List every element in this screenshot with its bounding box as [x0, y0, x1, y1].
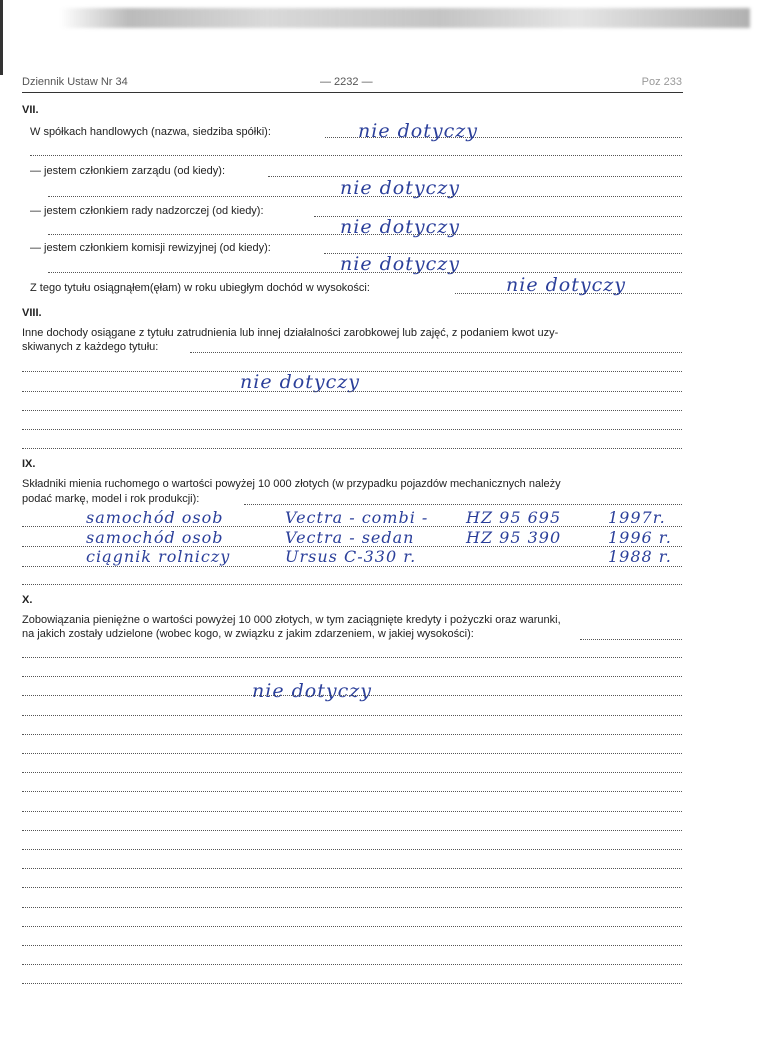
page-number: — 2232 — — [320, 76, 373, 88]
fill-line — [22, 429, 682, 430]
rada-answer: nie dotyczy — [340, 216, 460, 238]
fill-line — [22, 734, 682, 735]
asset-1-type: samochód osob — [86, 508, 224, 527]
fill-line — [48, 272, 682, 273]
rada-label: — jestem członkiem rady nadzorczej (od kiedy): — [30, 205, 264, 217]
fill-line — [268, 176, 682, 177]
fill-line — [22, 830, 682, 831]
fill-line — [22, 448, 682, 449]
asset-2-year: 1996 r. — [608, 528, 672, 547]
fill-line — [22, 926, 682, 927]
section-viii-answer: nie dotyczy — [240, 371, 360, 393]
fill-line — [22, 657, 682, 658]
asset-2-type: samochód osob — [86, 528, 224, 547]
section-x-number: X. — [22, 594, 33, 606]
fill-line — [22, 907, 682, 908]
asset-2-reg: HZ 95 390 — [466, 528, 562, 547]
asset-1-model: Vectra - combi - — [285, 508, 429, 527]
section-x-text-2: na jakich zostały udzielone (wobec kogo, w związku z jakim zdarzeniem, w jakiej wysokości): — [22, 628, 474, 640]
position-number: Poz 233 — [641, 76, 682, 88]
fill-line — [190, 352, 682, 353]
section-viii-text-1: Inne dochody osiągane z tytułu zatrudnienia lub innej działalności zarobkowej lub zajęć, z podaniem kwot uzy- — [22, 327, 559, 339]
asset-2-model: Vectra - sedan — [285, 528, 415, 547]
fill-line — [580, 639, 682, 640]
asset-3-year: 1988 r. — [608, 547, 672, 566]
fill-line — [22, 811, 682, 812]
header-rule — [22, 92, 683, 93]
section-vii-companies-label: W spółkach handlowych (nazwa, siedziba spółki): — [30, 126, 271, 138]
fill-line — [22, 945, 682, 946]
companies-answer: nie dotyczy — [358, 120, 478, 142]
fill-line — [22, 868, 682, 869]
fill-line — [48, 234, 682, 235]
fill-line — [22, 887, 682, 888]
page-header — [22, 74, 682, 94]
fill-line — [22, 715, 682, 716]
section-viii-text-2: skiwanych z każdego tytułu: — [22, 341, 159, 353]
komisja-label: — jestem członkiem komisji rewizyjnej (od kiedy): — [30, 242, 271, 254]
asset-3-model: Ursus C-330 r. — [285, 547, 417, 566]
asset-3-type: ciągnik rolniczy — [86, 547, 231, 566]
asset-1-year: 1997r. — [608, 508, 666, 527]
section-ix-number: IX. — [22, 458, 36, 470]
section-ix-text-2: podać markę, model i rok produkcji): — [22, 493, 200, 505]
fill-line — [22, 676, 682, 677]
komisja-answer: nie dotyczy — [340, 253, 460, 275]
fill-line — [22, 410, 682, 411]
fill-line — [22, 791, 682, 792]
fill-line — [22, 566, 682, 567]
asset-1-reg: HZ 95 695 — [466, 508, 562, 527]
section-viii-number: VIII. — [22, 307, 42, 319]
fill-line — [22, 983, 682, 984]
fill-line — [22, 964, 682, 965]
dochod-label: Z tego tytułu osiągnąłem(ęłam) w roku ubiegłym dochód w wysokości: — [30, 282, 370, 294]
dochod-answer: nie dotyczy — [506, 274, 626, 296]
zarzad-answer: nie dotyczy — [340, 177, 460, 199]
fill-line — [22, 753, 682, 754]
fill-line — [22, 849, 682, 850]
fill-line — [22, 391, 682, 392]
scan-artifact-left — [0, 0, 3, 75]
journal-title: Dziennik Ustaw Nr 34 — [22, 76, 128, 88]
fill-line — [48, 196, 682, 197]
scan-artifact-top — [60, 8, 750, 28]
section-vii-number: VII. — [22, 104, 39, 116]
fill-line — [244, 504, 682, 505]
zarzad-label: — jestem członkiem zarządu (od kiedy): — [30, 165, 226, 177]
fill-line — [22, 772, 682, 773]
fill-line — [22, 695, 682, 696]
section-x-answer: nie dotyczy — [252, 680, 372, 702]
section-x-text-1: Zobowiązania pieniężne o wartości powyżej 10 000 złotych, w tym zaciągnięte kredyty i pożyczki oraz warunki, — [22, 614, 561, 626]
section-ix-text-1: Składniki mienia ruchomego o wartości powyżej 10 000 złotych (w przypadku pojazdów mechanicznych należy — [22, 478, 561, 490]
fill-line — [22, 584, 682, 585]
fill-line — [30, 155, 682, 156]
